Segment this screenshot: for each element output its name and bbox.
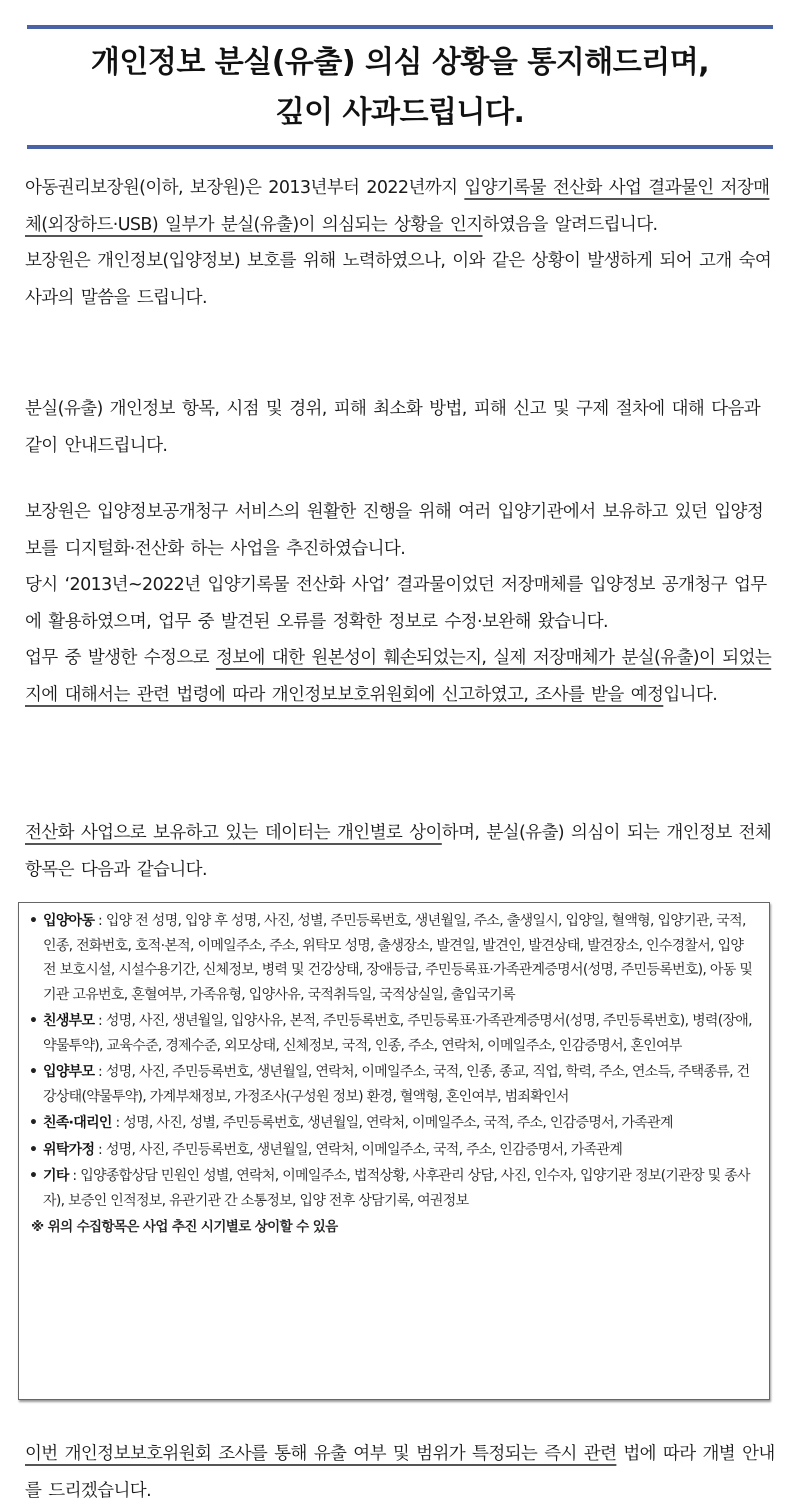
list-item-adopted-child: • 입양아동 : 입양 전 성명, 입양 후 성명, 사진, 성별, 주민등록번호, 생년월일, 주소, 출생일시, 입양일, 혈액형, 입양기관, 국적, 인종, 전화번호, 호적·본적, 이메일주소, 주소, 위탁모 성명, 출생장소, 발견일, 발견인, 발견상태, 발견장소, 인수경찰서, 입양 전 보호시설, 시설수용기간, 신체정보, 병력 및 건강상태, 장애등급, 주민등록표·가족관계증명서(성명, 주민등록번호), 아동 및 기관 고유번호, 혼혈여부, 가족유형, 입양사유, 국적취득일, 국적상실일, 출입국기록 xyxy=(29,909,757,1007)
bullet-icon: • xyxy=(29,1064,38,1080)
item-category: 입양아동 xyxy=(43,913,95,929)
background-paragraph-3: 업무 중 발생한 수정으로 정보에 대한 원본성이 훼손되었는지, 실제 저장매체가 분실(유출)이 되었는지에 대해서는 관련 법령에 따라 개인정보보호위원회에 신고하였고, 조사를 받을 예정입니다. xyxy=(25,648,772,705)
item-fields: 입양 전 성명, 입양 후 성명, 사진, 성별, 주민등록번호, 생년월일, 주소, 출생일시, 입양일, 혈액형, 입양기관, 국적, 인종, 전화번호, 호적·본적, 이메일주소, 주소, 위탁모 성명, 출생장소, 발견일, 발견인, 발견상태, 발견장소, 인수경찰서, 입양 전 보호시설, 시설수용기간, 신체정보, 병력 및 건강상태, 장애등급, 주민등록표·가족관계증명서(성명, 주민등록번호), 아동 및 기관 고유번호, 혼혈여부, 가족유형, 입양사유, 국적취득일, 국적상실일, 출입국기록 xyxy=(43,913,753,1003)
list-item-relatives-agents: • 친족·대리인 : 성명, 사진, 성별, 주민등록번호, 생년월일, 연락처, 이메일주소, 국적, 주소, 인감증명서, 가족관계 xyxy=(29,1111,757,1136)
bullet-icon: • xyxy=(29,1141,38,1158)
item-fields: 성명, 사진, 성별, 주민등록번호, 생년월일, 연락처, 이메일주소, 국적, 주소, 인감증명서, 가족관계 xyxy=(123,1115,673,1131)
background-paragraph-2: 당시 ‘2013년~2022년 입양기록물 전산화 사업’ 결과물이었던 저장매체를 입양정보 공개청구 업무에 활용하였으며, 업무 중 발견된 오류를 정확한 정보로 수정·보완해 왔습니다. xyxy=(25,575,767,632)
item-category: 친족·대리인 xyxy=(43,1115,112,1131)
item-fields: 성명, 사진, 생년월일, 입양사유, 본적, 주민등록번호, 주민등록표·가족관계증명서(성명, 주민등록번호), 병력(장애, 약물투약), 교육수준, 경제수준, 외모상태, 신체정보, 국적, 인종, 주소, 연락처, 이메일주소, 인감증명서, 혼인여부 xyxy=(43,1013,752,1054)
list-item-birth-parents: • 친생부모 : 성명, 사진, 생년월일, 입양사유, 본적, 주민등록번호, 주민등록표·가족관계증명서(성명, 주민등록번호), 병력(장애, 약물투약), 교육수준, 경제수준, 외모상태, 신체정보, 국적, 인종, 주소, 연락처, 이메일주소, 인감증명서, 혼인여부 xyxy=(29,1009,757,1058)
guide-section xyxy=(25,391,777,464)
title-bottom-rule xyxy=(27,145,773,149)
closing-underlined-text: 이번 개인정보보호위원회 조사를 통해 유출 여부 및 범위가 특정되는 즉시 관련 xyxy=(25,1444,617,1464)
page-title xyxy=(0,38,800,138)
bullet-icon: • xyxy=(29,1168,38,1184)
bullet-icon: • xyxy=(29,1013,38,1029)
intro-section xyxy=(25,170,777,316)
list-item-other: • 기타 : 입양종합상담 민원인 성별, 연락처, 이메일주소, 법적상황, 사후관리 상담, 사진, 인수자, 입양기관 정보(기관장 및 종사자), 보증인 인적정보, 유관기관 간 소통정보, 입양 전후 상담기록, 여권정보 xyxy=(29,1164,757,1213)
personal-info-items-box xyxy=(18,902,770,1400)
items-intro-paragraph: 전산화 사업으로 보유하고 있는 데이터는 개인별로 상이하며, 분실(유출) 의심이 되는 개인정보 전체 항목은 다음과 같습니다. xyxy=(25,823,772,880)
item-category: 위탁가정 xyxy=(43,1141,95,1158)
item-category: 기타 xyxy=(43,1168,69,1184)
closing-section xyxy=(25,1436,777,1509)
personal-info-items-list xyxy=(19,903,769,1213)
item-fields: 성명, 사진, 주민등록번호, 생년월일, 연락처, 이메일주소, 국적, 인종, 종교, 직업, 학력, 주소, 연소득, 주택종류, 건강상태(약물투약), 가계부채정보, 가정조사(구성원 정보) 환경, 혈액형, 혼인여부, 범죄확인서 xyxy=(43,1064,750,1105)
title-top-rule xyxy=(27,25,773,29)
items-intro-section xyxy=(25,815,777,888)
title-line-1: 개인정보 분실(유출) 의심 상황을 통지해드리며, xyxy=(90,45,710,80)
background-paragraph-1: 보장원은 입양정보공개청구 서비스의 원활한 진행을 위해 여러 입양기관에서 보유하고 있던 입양정보를 디지털화·전산화 하는 사업을 추진하였습니다. xyxy=(25,502,764,559)
list-item-adoptive-parents: • 입양부모 : 성명, 사진, 주민등록번호, 생년월일, 연락처, 이메일주소, 국적, 인종, 종교, 직업, 학력, 주소, 연소득, 주택종류, 건강상태(약물투약), 가계부채정보, 가정조사(구성원 정보) 환경, 혈액형, 혼인여부, 범죄확인서 xyxy=(29,1060,757,1109)
list-item-foster-family: • 위탁가정 : 성명, 사진, 주민등록번호, 생년월일, 연락처, 이메일주소, 국적, 주소, 인감증명서, 가족관계 xyxy=(29,1138,757,1163)
background-section xyxy=(25,494,777,713)
items-intro-underlined-text: 전산화 사업으로 보유하고 있는 데이터는 개인별로 상이 xyxy=(25,823,442,843)
item-fields: 성명, 사진, 주민등록번호, 생년월일, 연락처, 이메일주소, 국적, 주소, 인감증명서, 가족관계 xyxy=(105,1141,623,1158)
closing-paragraph: 이번 개인정보보호위원회 조사를 통해 유출 여부 및 범위가 특정되는 즉시 관련 법에 따라 개별 안내를 드리겠습니다. xyxy=(25,1444,775,1501)
title-line-2: 깊이 사과드립니다. xyxy=(275,95,525,130)
intro-paragraph-1: 아동권리보장원(이하, 보장원)은 2013년부터 2022년까지 입양기록물 전산화 사업 결과물인 저장매체(외장하드·USB) 일부가 분실(유출)이 의심되는 상황을 인지하였음을 알려드립니다. xyxy=(25,178,770,235)
items-note: ※ 위의 수집항목은 사업 추진 시기별로 상이할 수 있음 xyxy=(31,1219,338,1235)
item-category: 친생부모 xyxy=(43,1013,95,1029)
intro-paragraph-2: 보장원은 개인정보(입양정보) 보호를 위해 노력하였으나, 이와 같은 상황이 발생하게 되어 고개 숙여 사과의 말씀을 드립니다. xyxy=(25,251,772,308)
item-category: 입양부모 xyxy=(43,1064,95,1080)
item-fields: 입양종합상담 민원인 성별, 연락처, 이메일주소, 법적상황, 사후관리 상담, 사진, 인수자, 입양기관 정보(기관장 및 종사자), 보증인 인적정보, 유관기관 간 소통정보, 입양 전후 상담기록, 여권정보 xyxy=(43,1168,750,1209)
background-underlined-text: 정보에 대한 원본성이 훼손되었는지, 실제 저장매체가 분실(유출)이 되었는지에 대해서는 관련 법령에 따라 개인정보보호위원회에 신고하였고, 조사를 받을 예정 xyxy=(25,648,772,705)
guide-paragraph: 분실(유출) 개인정보 항목, 시점 및 경위, 피해 최소화 방법, 피해 신고 및 구제 절차에 대해 다음과 같이 안내드립니다. xyxy=(25,399,761,456)
bullet-icon: • xyxy=(29,1115,38,1131)
bullet-icon: • xyxy=(29,913,38,929)
intro-underlined-text: 입양기록물 전산화 사업 결과물인 저장매체(외장하드·USB) 일부가 분실(유출)이 의심되는 상황을 인지 xyxy=(25,178,770,235)
